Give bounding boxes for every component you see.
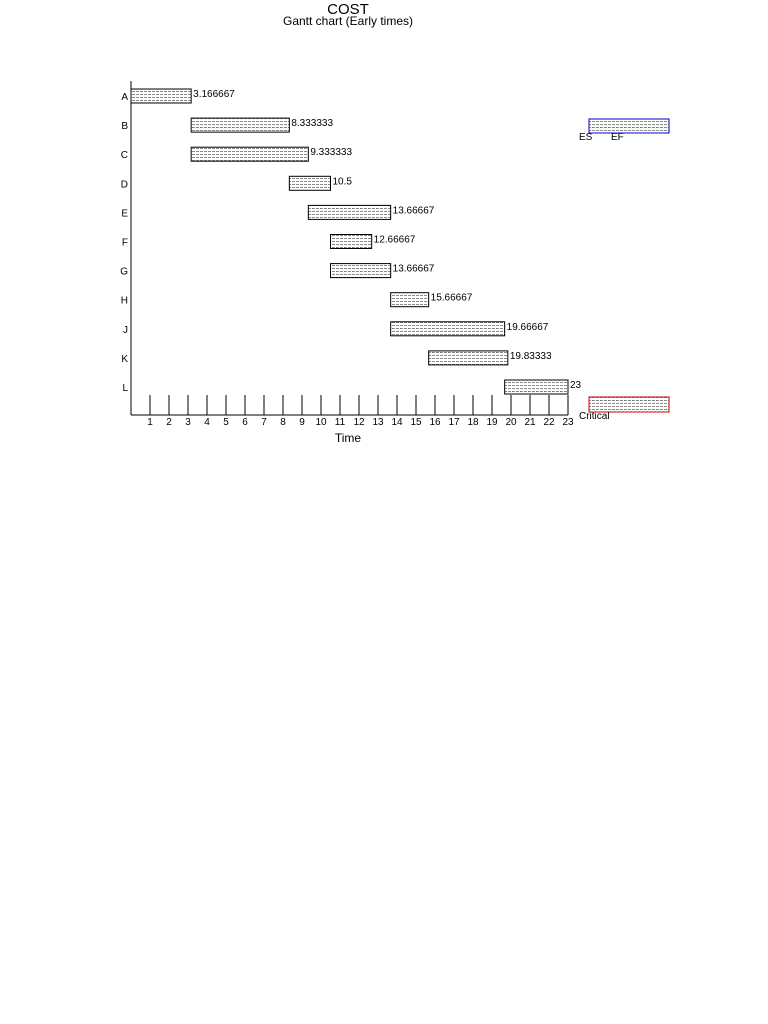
task-end-label: 3.166667 bbox=[193, 89, 235, 100]
task-label: L bbox=[122, 383, 128, 394]
x-tick-label: 3 bbox=[185, 417, 191, 428]
task-label: G bbox=[120, 266, 128, 278]
x-tick-label: 1 bbox=[147, 417, 153, 428]
chart-title: COST bbox=[327, 1, 369, 18]
legend-es-label: ES bbox=[579, 132, 593, 143]
x-tick-label: 18 bbox=[467, 417, 479, 428]
task-end-label: 23 bbox=[570, 380, 582, 391]
x-tick-label: 7 bbox=[261, 417, 267, 428]
task-end-label: 12.66667 bbox=[373, 234, 416, 246]
x-tick-label: 20 bbox=[505, 417, 517, 428]
task-bar bbox=[131, 89, 191, 103]
x-tick-label: 15 bbox=[410, 417, 422, 428]
task-bar bbox=[308, 205, 390, 219]
task-end-label: 8.333333 bbox=[291, 118, 334, 130]
x-tick-label: 5 bbox=[223, 417, 229, 428]
x-tick-label: 23 bbox=[562, 417, 574, 428]
x-tick-label: 6 bbox=[242, 417, 248, 428]
task-bars bbox=[120, 89, 581, 394]
task-bar bbox=[331, 235, 372, 249]
x-tick-label: 10 bbox=[315, 417, 327, 428]
legend-ef-label: EF bbox=[611, 132, 624, 143]
task-end-label: 19.66667 bbox=[506, 321, 549, 333]
x-tick-label: 16 bbox=[429, 417, 441, 428]
task-label: A bbox=[121, 92, 128, 103]
x-tick-label: 22 bbox=[543, 417, 555, 428]
task-end-label: 19.83333 bbox=[509, 350, 552, 362]
x-tick-label: 2 bbox=[166, 417, 172, 428]
task-end-label: 13.66667 bbox=[392, 205, 435, 217]
x-ticks bbox=[147, 395, 574, 428]
task-label: C bbox=[120, 150, 128, 162]
task-end-label: 9.333333 bbox=[310, 147, 353, 159]
legend bbox=[579, 119, 669, 422]
task-label: D bbox=[120, 179, 128, 191]
legend-es-ef-swatch bbox=[589, 119, 669, 133]
legend-critical-swatch bbox=[589, 397, 669, 412]
task-bar bbox=[505, 380, 568, 394]
task-bar bbox=[391, 293, 429, 307]
x-tick-label: 17 bbox=[448, 417, 460, 428]
task-bar bbox=[429, 351, 508, 365]
x-tick-label: 19 bbox=[486, 417, 498, 428]
x-tick-label: 11 bbox=[334, 417, 346, 428]
task-label: F bbox=[121, 237, 128, 249]
task-label: H bbox=[120, 295, 128, 307]
task-bar bbox=[289, 176, 330, 190]
task-bar bbox=[331, 264, 391, 278]
task-end-label: 15.66667 bbox=[430, 292, 473, 304]
x-tick-label: 14 bbox=[391, 417, 403, 428]
task-end-label: 10.5 bbox=[332, 176, 352, 188]
x-axis-label: Time bbox=[334, 431, 362, 445]
task-end-label: 13.66667 bbox=[392, 263, 435, 275]
x-tick-label: 21 bbox=[524, 417, 536, 428]
x-tick-label: 9 bbox=[299, 417, 305, 428]
task-bar bbox=[191, 118, 289, 132]
task-label: E bbox=[121, 208, 128, 220]
chart-subtitle: Gantt chart (Early times) bbox=[282, 14, 414, 28]
task-label: K bbox=[121, 353, 128, 365]
task-label: B bbox=[121, 121, 128, 133]
x-tick-label: 12 bbox=[353, 417, 365, 428]
x-tick-label: 4 bbox=[204, 417, 210, 428]
x-tick-label: 8 bbox=[280, 417, 286, 428]
legend-critical-label: Critical bbox=[579, 411, 610, 422]
task-label: J bbox=[123, 324, 128, 336]
x-tick-label: 13 bbox=[372, 417, 384, 428]
task-bar bbox=[391, 322, 505, 336]
task-bar bbox=[191, 147, 308, 161]
